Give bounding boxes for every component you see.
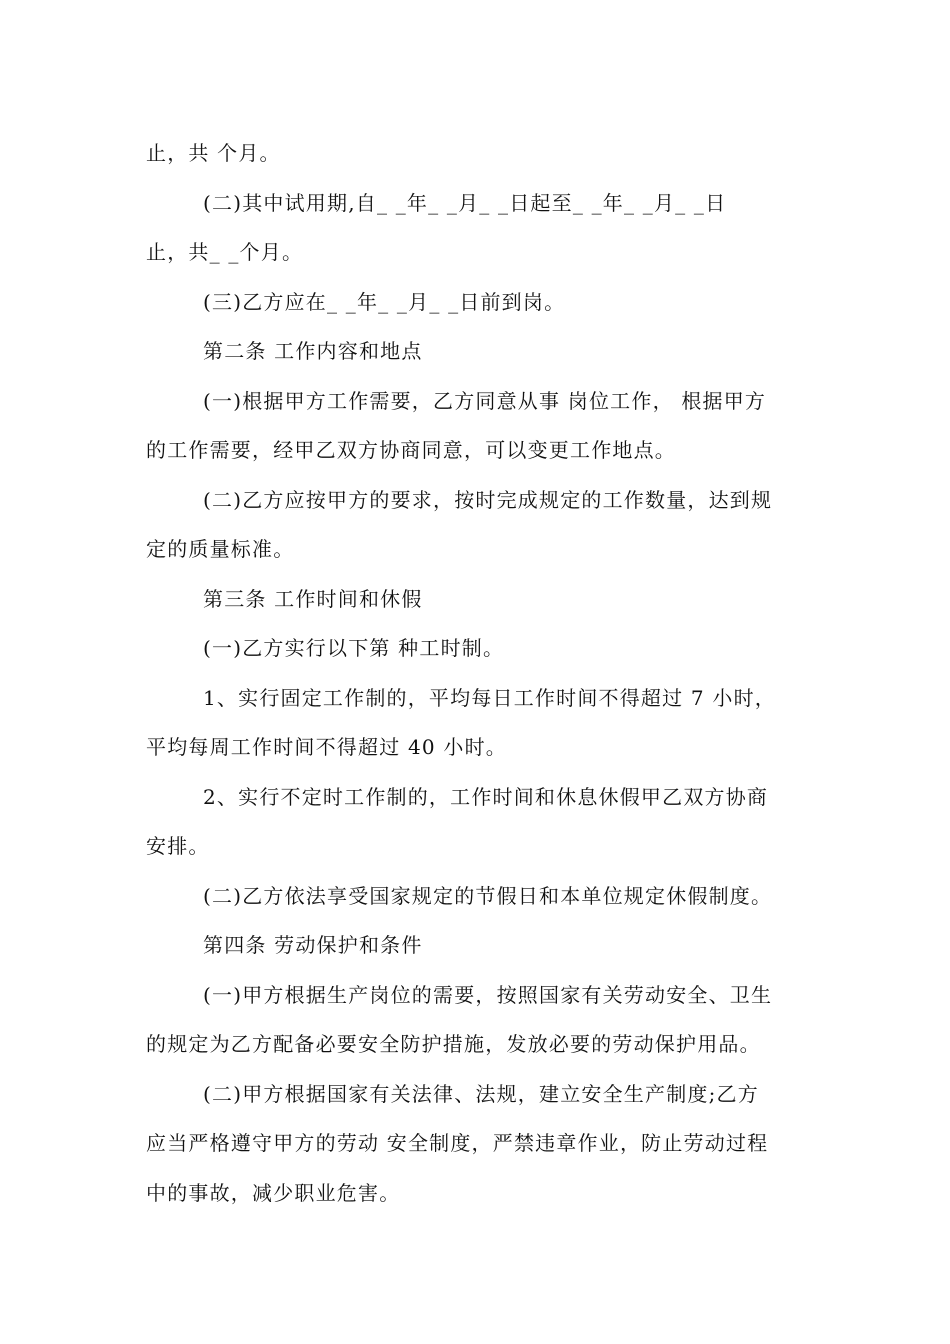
text-line: 定的质量标准。 [146,537,295,561]
text-line: (一)根据甲方工作需要，乙方同意从事 岗位工作， 根据甲方 [203,388,767,413]
text-line: 安排。 [146,834,210,858]
document-body [146,129,808,1218]
section-heading: 第二条 工作内容和地点 [203,339,423,363]
text-line: (一)乙方实行以下第 种工时制。 [203,636,505,660]
text-line: (三)乙方应在_ _年_ _月_ _日前到岗。 [203,289,566,314]
section-heading: 第四条 劳动保护和条件 [203,933,423,957]
text-line: 应当严格遵守甲方的劳动 安全制度，严禁违章作业，防止劳动过程 [146,1131,769,1155]
text-line: (二)甲方根据国家有关法律、法规，建立安全生产制度;乙方 [203,1081,759,1106]
text-line: 1、实行固定工作制的，平均每日工作时间不得超过 7 小时， [203,685,776,710]
text-line: 止，共_ _个月。 [146,240,304,264]
text-line: 的工作需要，经甲乙双方协商同意，可以变更工作地点。 [146,438,676,462]
text-line: 2、实行不定时工作制的，工作时间和休息休假甲乙双方协商 [203,784,769,809]
text-line: (二)乙方依法享受国家规定的节假日和本单位规定休假制度。 [203,883,773,908]
text-line: (二)乙方应按甲方的要求，按时完成规定的工作数量，达到规 [203,487,773,512]
text-line: 平均每周工作时间不得超过 40 小时。 [146,735,507,759]
text-line: (一)甲方根据生产岗位的需要，按照国家有关劳动安全、卫生 [203,982,773,1007]
text-line: (二)其中试用期,自_ _年_ _月_ _日起至_ _年_ _月_ _日 [203,190,727,215]
section-heading: 第三条 工作时间和休假 [203,586,423,611]
text-line: 中的事故，减少职业危害。 [146,1180,401,1205]
text-line: 的规定为乙方配备必要安全防护措施，发放必要的劳动保护用品。 [146,1032,761,1056]
text-line: 止，共 个月。 [146,141,281,165]
